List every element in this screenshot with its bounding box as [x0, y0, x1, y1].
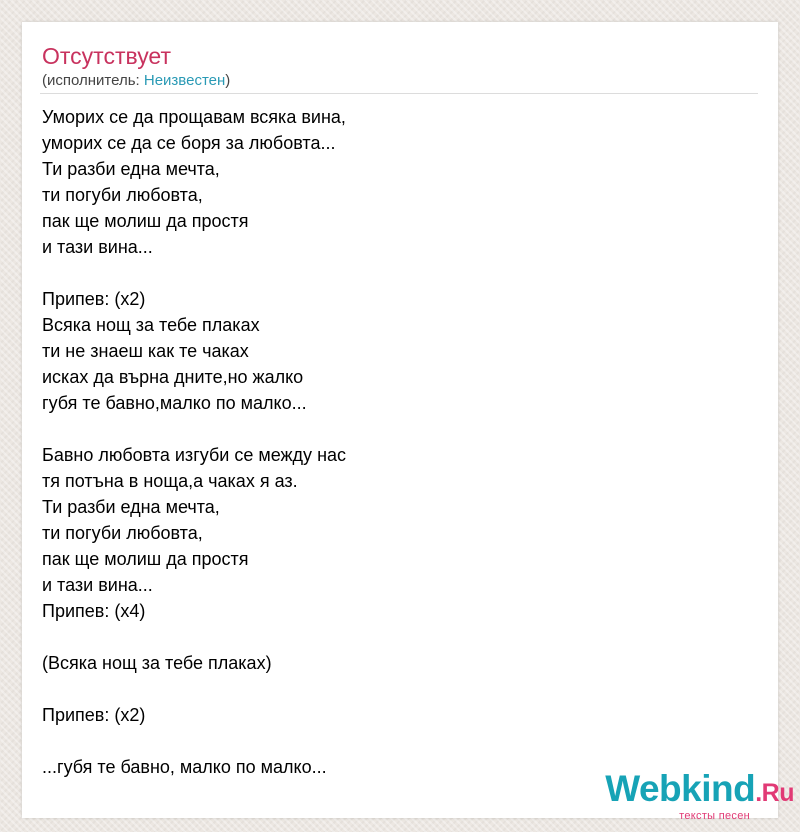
song-title: Отсутствует [42, 43, 171, 69]
lyric-line: исках да върна дните,но жалко [42, 367, 304, 387]
lyric-line: Ти разби една мечта, [42, 159, 220, 179]
lyric-line: уморих се да се боря за любовта... [42, 133, 336, 153]
lyric-line: и тази вина... [42, 575, 153, 595]
lyric-blank-line [42, 676, 742, 702]
logo-tld: .Ru [755, 779, 794, 807]
artist-suffix: ) [225, 72, 231, 89]
lyric-line: ти погуби любовта, [42, 523, 203, 543]
lyric-line: Ти разби една мечта, [42, 497, 220, 517]
lyrics-card [22, 22, 778, 818]
logo-wordmark [605, 768, 794, 811]
artist-prefix: (исполнитель: [42, 72, 144, 89]
lyric-line: Всяка нощ за тебе плаках [42, 315, 260, 335]
header-divider [40, 93, 758, 94]
lyric-line: Уморих се да прощавам всяка вина, [42, 107, 346, 127]
lyric-blank-line [42, 728, 742, 754]
lyric-line: Бавно любовта изгуби се между нас [42, 445, 347, 465]
lyric-line: Припев: (x2) [42, 705, 146, 725]
lyric-blank-line [42, 624, 742, 650]
lyric-line: ...губя те бавно, малко по малко... [42, 757, 327, 777]
lyric-line: (Всяка нощ за тебе плаках) [42, 653, 272, 673]
lyric-line: тя потъна в ноща,а чаках я аз. [42, 471, 298, 491]
lyric-line: Припев: (x2) [42, 289, 146, 309]
logo-tagline: тексты песен [679, 810, 750, 822]
lyric-blank-line [42, 260, 742, 286]
lyric-line: пак ще молиш да простя [42, 211, 249, 231]
artist-line [42, 72, 230, 90]
lyric-line: Припев: (x4) [42, 601, 146, 621]
lyric-line: пак ще молиш да простя [42, 549, 249, 569]
lyric-line: губя те бавно,малко по малко... [42, 393, 307, 413]
lyrics-text [42, 104, 742, 780]
site-logo[interactable] [605, 768, 794, 822]
lyric-blank-line [42, 416, 742, 442]
artist-link[interactable]: Неизвестен [143, 72, 226, 89]
lyric-line: и тази вина... [42, 237, 153, 257]
lyric-line: ти погуби любовта, [42, 185, 203, 205]
logo-name: Webkind [605, 768, 756, 809]
lyric-line: ти не знаеш как те чаках [42, 341, 249, 361]
